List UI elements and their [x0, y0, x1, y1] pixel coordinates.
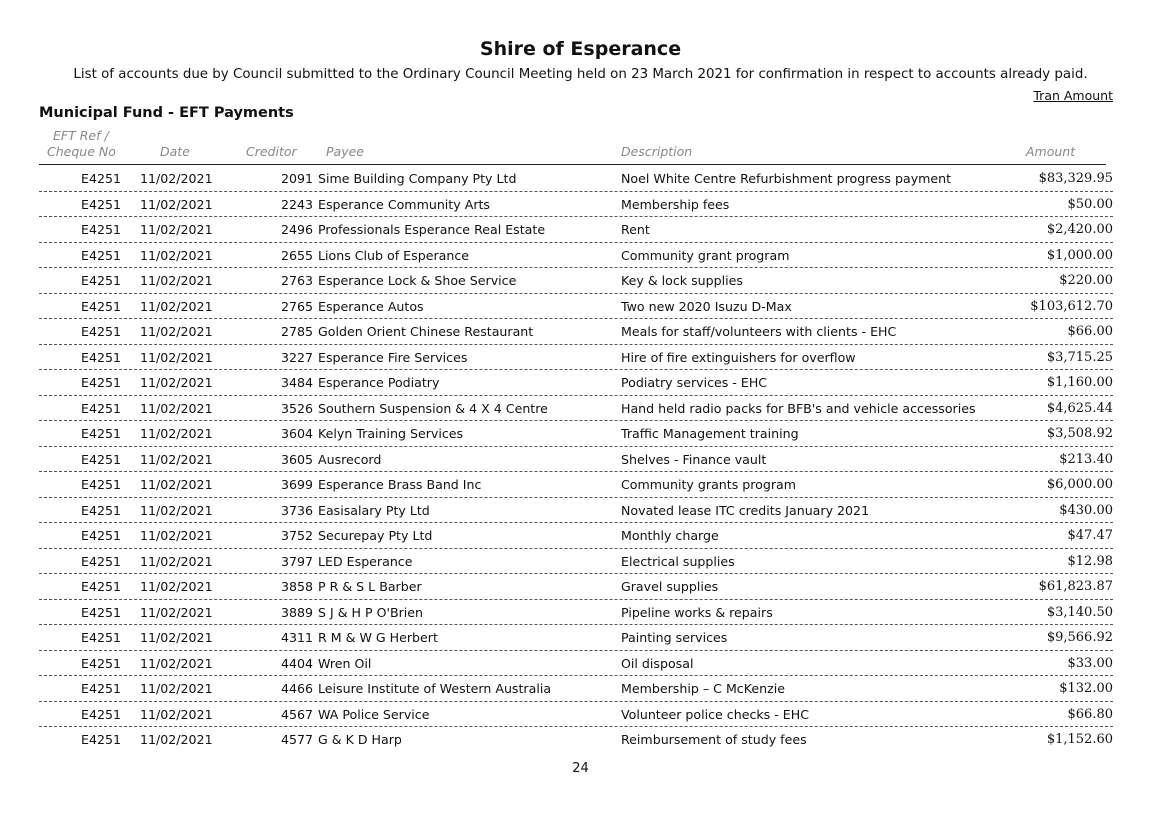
- cell-creditor: 2496: [280, 222, 313, 237]
- cell-payee: LED Esperance: [318, 553, 413, 569]
- cell-date: 11/02/2021: [140, 247, 213, 263]
- section-heading: Municipal Fund - EFT Payments: [39, 105, 294, 121]
- cell-description: Shelves - Finance vault: [621, 451, 767, 467]
- cell-amount: $9,566.92: [1046, 630, 1113, 645]
- cell-amount: $213.40: [1059, 451, 1113, 467]
- cell-date: 11/02/2021: [140, 477, 213, 492]
- cell-date: 11/02/2021: [140, 375, 213, 390]
- cell-description: Membership – C McKenzie: [621, 681, 785, 696]
- cell-payee: Securepay Pty Ltd: [318, 528, 433, 543]
- cell-amount: $430.00: [1059, 502, 1113, 518]
- cell-amount: $2,420.00: [1046, 222, 1113, 237]
- cell-date: 11/02/2021: [140, 426, 213, 441]
- cell-amount: $33.00: [1067, 655, 1113, 671]
- cell-date: 11/02/2021: [140, 579, 213, 594]
- cell-ref: E4251: [81, 247, 122, 263]
- table-row: [39, 676, 1113, 702]
- cell-payee: Esperance Podiatry: [318, 375, 440, 390]
- table-row: [39, 600, 1113, 626]
- tran-amount-label: Tran Amount: [1033, 88, 1113, 103]
- table-row: [39, 574, 1113, 600]
- cell-ref: E4251: [81, 451, 122, 467]
- cell-payee: Southern Suspension & 4 X 4 Centre: [318, 400, 548, 416]
- cell-description: Community grant program: [621, 247, 790, 263]
- table-row: [39, 396, 1113, 422]
- col-payee: Payee: [326, 144, 364, 159]
- cell-description: Meals for staff/volunteers with clients - EHC: [621, 324, 897, 339]
- table-row: [39, 243, 1113, 269]
- cell-ref: E4251: [81, 502, 122, 518]
- cell-creditor: 2091: [280, 171, 313, 186]
- table-header: [39, 126, 1106, 165]
- cell-date: 11/02/2021: [140, 171, 213, 186]
- table-row: [39, 498, 1113, 524]
- cell-ref: E4251: [81, 553, 122, 569]
- table-row: [39, 370, 1113, 396]
- table-row: [39, 217, 1113, 243]
- cell-creditor: 3797: [280, 553, 313, 569]
- cell-date: 11/02/2021: [140, 222, 213, 237]
- cell-payee: S J & H P O'Brien: [318, 604, 424, 620]
- cell-ref: E4251: [81, 732, 122, 747]
- cell-description: Hand held radio packs for BFB's and vehicle accessories: [621, 400, 976, 416]
- cell-amount: $132.00: [1059, 681, 1113, 696]
- cell-payee: Esperance Lock & Shoe Service: [318, 273, 517, 288]
- col-ref-line1: EFT Ref /: [53, 128, 109, 143]
- cell-ref: E4251: [81, 298, 122, 314]
- cell-ref: E4251: [81, 579, 122, 594]
- cell-date: 11/02/2021: [140, 630, 213, 645]
- cell-creditor: 2763: [280, 273, 313, 288]
- cell-date: 11/02/2021: [140, 298, 213, 314]
- cell-ref: E4251: [81, 196, 122, 212]
- cell-date: 11/02/2021: [140, 732, 213, 747]
- cell-ref: E4251: [81, 706, 122, 722]
- cell-ref: E4251: [81, 604, 122, 620]
- cell-description: Pipeline works & repairs: [621, 604, 773, 620]
- col-description: Description: [621, 144, 693, 159]
- cell-payee: Golden Orient Chinese Restaurant: [318, 324, 534, 339]
- cell-creditor: 4567: [280, 706, 313, 722]
- cell-ref: E4251: [81, 375, 122, 390]
- cell-ref: E4251: [81, 171, 122, 186]
- col-amount: Amount: [1026, 144, 1076, 159]
- cell-payee: G & K D Harp: [318, 732, 402, 747]
- cell-payee: Kelyn Training Services: [318, 426, 464, 441]
- table-row: [39, 345, 1113, 371]
- cell-creditor: 2655: [280, 247, 313, 263]
- cell-amount: $3,140.50: [1046, 604, 1113, 620]
- cell-description: Key & lock supplies: [621, 273, 743, 288]
- cell-amount: $103,612.70: [1030, 298, 1113, 314]
- cell-creditor: 3484: [280, 375, 313, 390]
- cell-amount: $66.00: [1067, 324, 1113, 339]
- cell-payee: R M & W G Herbert: [318, 630, 438, 645]
- cell-payee: Ausrecord: [318, 451, 382, 467]
- payments-table-body: [39, 166, 1113, 752]
- cell-description: Rent: [621, 222, 650, 237]
- table-row: [39, 421, 1113, 447]
- cell-creditor: 4466: [280, 681, 313, 696]
- cell-description: Novated lease ITC credits January 2021: [621, 502, 870, 518]
- cell-creditor: 3858: [280, 579, 313, 594]
- table-row: [39, 447, 1113, 473]
- cell-ref: E4251: [81, 655, 122, 671]
- cell-ref: E4251: [81, 324, 122, 339]
- cell-creditor: 2765: [280, 298, 313, 314]
- page-title: Shire of Esperance: [479, 38, 682, 60]
- cell-creditor: 3526: [280, 400, 313, 416]
- cell-description: Oil disposal: [621, 655, 694, 671]
- cell-amount: $83,329.95: [1038, 171, 1113, 186]
- table-row: [39, 268, 1113, 294]
- cell-ref: E4251: [81, 681, 122, 696]
- cell-date: 11/02/2021: [140, 681, 213, 696]
- cell-payee: Leisure Institute of Western Australia: [318, 681, 552, 696]
- cell-payee: Sime Building Company Pty Ltd: [318, 171, 517, 186]
- cell-date: 11/02/2021: [140, 502, 213, 518]
- table-row: [39, 319, 1113, 345]
- cell-payee: Esperance Community Arts: [318, 196, 490, 212]
- cell-description: Gravel supplies: [621, 579, 719, 594]
- cell-amount: $1,160.00: [1046, 375, 1113, 390]
- cell-date: 11/02/2021: [140, 196, 213, 212]
- cell-creditor: 3699: [280, 477, 313, 492]
- page-number: 24: [572, 761, 589, 776]
- cell-date: 11/02/2021: [140, 451, 213, 467]
- table-row: [39, 192, 1113, 218]
- table-row: [39, 472, 1113, 498]
- cell-creditor: 4404: [280, 655, 313, 671]
- cell-date: 11/02/2021: [140, 655, 213, 671]
- table-row: [39, 625, 1113, 651]
- cell-amount: $1,000.00: [1046, 247, 1113, 263]
- cell-description: Volunteer police checks - EHC: [621, 706, 809, 722]
- table-row: [39, 727, 1113, 752]
- cell-amount: $3,715.25: [1046, 349, 1113, 365]
- cell-payee: Esperance Autos: [318, 298, 424, 314]
- cell-date: 11/02/2021: [140, 604, 213, 620]
- cell-creditor: 3604: [280, 426, 313, 441]
- table-row: [39, 294, 1113, 320]
- cell-date: 11/02/2021: [140, 553, 213, 569]
- cell-payee: Professionals Esperance Real Estate: [318, 222, 546, 237]
- cell-amount: $12.98: [1067, 553, 1113, 569]
- cell-amount: $3,508.92: [1046, 426, 1113, 441]
- cell-ref: E4251: [81, 426, 122, 441]
- cell-creditor: 3227: [280, 349, 313, 365]
- cell-ref: E4251: [81, 477, 122, 492]
- table-row: [39, 523, 1113, 549]
- cell-creditor: 4577: [280, 732, 313, 747]
- cell-creditor: 3736: [280, 502, 313, 518]
- cell-ref: E4251: [81, 222, 122, 237]
- cell-description: Podiatry services - EHC: [621, 375, 768, 390]
- cell-payee: Wren Oil: [318, 655, 372, 671]
- table-row: [39, 651, 1113, 677]
- cell-amount: $47.47: [1067, 528, 1113, 543]
- cell-description: Monthly charge: [621, 528, 719, 543]
- cell-amount: $220.00: [1059, 273, 1113, 288]
- cell-ref: E4251: [81, 349, 122, 365]
- cell-description: Community grants program: [621, 477, 797, 492]
- cell-creditor: 3889: [280, 604, 313, 620]
- cell-amount: $1,152.60: [1046, 732, 1113, 747]
- cell-creditor: 3605: [280, 451, 313, 467]
- cell-description: Traffic Management training: [621, 426, 799, 441]
- table-row: [39, 166, 1113, 192]
- cell-creditor: 2243: [280, 196, 313, 212]
- cell-date: 11/02/2021: [140, 324, 213, 339]
- cell-creditor: 4311: [280, 630, 313, 645]
- cell-amount: $66.80: [1067, 706, 1113, 722]
- cell-date: 11/02/2021: [140, 273, 213, 288]
- cell-date: 11/02/2021: [140, 349, 213, 365]
- cell-description: Two new 2020 Isuzu D-Max: [621, 298, 792, 314]
- col-ref-line2: Cheque No: [47, 144, 116, 159]
- cell-description: Noel White Centre Refurbishment progress payment: [621, 171, 952, 186]
- table-row: [39, 549, 1113, 575]
- col-date: Date: [160, 144, 190, 159]
- cell-payee: Easisalary Pty Ltd: [318, 502, 430, 518]
- cell-payee: P R & S L Barber: [318, 579, 422, 594]
- cell-ref: E4251: [81, 273, 122, 288]
- cell-description: Membership fees: [621, 196, 730, 212]
- table-row: [39, 702, 1113, 728]
- cell-description: Electrical supplies: [621, 553, 735, 569]
- cell-ref: E4251: [81, 630, 122, 645]
- cell-payee: Esperance Fire Services: [318, 349, 468, 365]
- cell-creditor: 3752: [280, 528, 313, 543]
- cell-description: Painting services: [621, 630, 728, 645]
- cell-description: Reimbursement of study fees: [621, 732, 807, 747]
- cell-amount: $50.00: [1067, 196, 1113, 212]
- cell-amount: $61,823.87: [1038, 579, 1113, 594]
- cell-payee: WA Police Service: [318, 706, 430, 722]
- cell-amount: $6,000.00: [1046, 477, 1113, 492]
- cell-date: 11/02/2021: [140, 400, 213, 416]
- col-creditor: Creditor: [246, 144, 297, 159]
- cell-date: 11/02/2021: [140, 528, 213, 543]
- cell-payee: Lions Club of Esperance: [318, 247, 469, 263]
- cell-description: Hire of fire extinguishers for overflow: [621, 349, 856, 365]
- cell-payee: Esperance Brass Band Inc: [318, 477, 482, 492]
- cell-ref: E4251: [81, 400, 122, 416]
- cell-creditor: 2785: [280, 324, 313, 339]
- cell-amount: $4,625.44: [1046, 400, 1113, 416]
- page-subtitle: List of accounts due by Council submitted to the Ordinary Council Meeting held on 23 March 2021 for confirmation in respect to accounts already paid.: [73, 67, 1088, 82]
- cell-ref: E4251: [81, 528, 122, 543]
- cell-date: 11/02/2021: [140, 706, 213, 722]
